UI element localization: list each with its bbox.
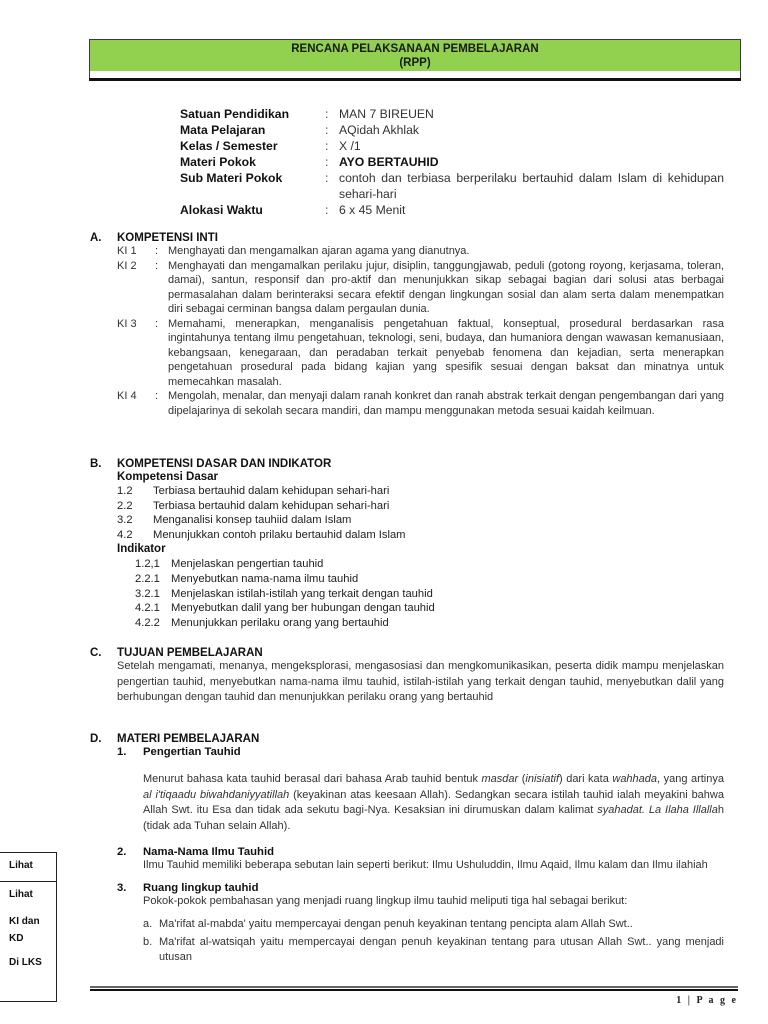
section-title: MATERI PEMBELAJARAN xyxy=(117,733,260,745)
indikator-number: 3.2.1 xyxy=(135,587,160,600)
colon: : xyxy=(155,259,159,272)
side-note-line: KI dan xyxy=(9,916,40,927)
ki-text: Memahami, menerapkan, menganalisis pengetahuan faktual, konseptual, prosedural berdasarkan rasa ingintahunya tentang ilmu pengetahuan, teknologi, seni, budaya, dan humaniora dengan wawasan kemanusiaan, kebangsaan, kenegaraan, dan peradaban terkait penyebab fenomena dan kejadian, serta menerapkan pengetahuan prosedural pada bidang kajian yang spesifik sesuai dengan baksat dan minatnya untuk memecahkan masalah. xyxy=(168,317,724,388)
kd-text: Terbiasa bertauhid dalam kehidupan sehari-hari xyxy=(153,485,390,497)
identity-value: AQidah Akhlak xyxy=(339,123,419,137)
section-kompetensi-dasar xyxy=(90,458,724,630)
identity-label: Alokasi Waktu xyxy=(180,203,263,217)
identity-row-alokasi xyxy=(180,202,724,218)
document-title: RENCANA PELAKSANAAN PEMBELAJARAN xyxy=(291,43,539,55)
title-box-band xyxy=(89,71,741,78)
identity-row-mapel xyxy=(180,122,724,138)
list-letter: b. xyxy=(143,936,153,948)
side-note-line: Lihat xyxy=(9,889,33,900)
indikator-number: 2.2.1 xyxy=(135,572,160,585)
ki-row xyxy=(117,244,724,259)
section-title: TUJUAN PEMBELAJARAN xyxy=(117,647,263,659)
identity-label: Materi Pokok xyxy=(180,155,256,169)
indikator-text: Menyebutkan dalil yang ber hubungan dengan tauhid xyxy=(171,602,435,615)
section-heading xyxy=(90,232,724,244)
kd-number: 2.2 xyxy=(117,499,133,512)
identity-label: Mata Pelajaran xyxy=(180,123,266,137)
ki-label: KI 1 xyxy=(117,245,137,257)
sub-title: Nama-Nama Ilmu Tauhid xyxy=(143,846,274,858)
ki-row xyxy=(117,259,724,317)
side-note-line: Di LKS xyxy=(9,957,42,968)
kd-number: 3.2 xyxy=(117,514,133,527)
identity-row-kelas xyxy=(180,138,724,154)
section-letter: A. xyxy=(90,232,102,244)
colon: : xyxy=(325,203,329,217)
identity-value: 6 x 45 Menit xyxy=(339,203,406,217)
materi-subheading-3 xyxy=(117,882,724,894)
colon: : xyxy=(325,107,329,121)
side-note-line: KD xyxy=(9,933,24,944)
section-letter: B. xyxy=(90,458,102,470)
indikator-row xyxy=(135,616,724,631)
kd-text: Menganalisi konsep tauhiid dalam Islam xyxy=(153,514,352,527)
sub-number: 3. xyxy=(117,881,127,894)
identity-label: Satuan Pendidikan xyxy=(180,107,290,121)
kd-number: 1.2 xyxy=(117,485,133,497)
colon: : xyxy=(325,155,329,169)
title-box-rule xyxy=(89,78,741,81)
kd-row xyxy=(117,528,724,543)
section-heading xyxy=(90,647,724,659)
list-text: Ma'rifat al-watsiqah yaitu mempercayai dengan penuh keyakinan tentang para utusan Allah Swt.. yang menjadi utusan xyxy=(159,936,724,963)
section-letter: D. xyxy=(90,733,102,745)
colon: : xyxy=(325,171,329,185)
indikator-subheading: Indikator xyxy=(117,543,166,556)
section-title: KOMPETENSI DASAR DAN INDIKATOR xyxy=(117,458,332,470)
indikator-number: 4.2.2 xyxy=(135,616,160,629)
section-tujuan xyxy=(90,647,724,706)
kd-text: Menunjukkan contoh prilaku bertauhid dalam Islam xyxy=(153,528,406,541)
ki-row xyxy=(117,317,724,390)
kd-subheading: Kompetensi Dasar xyxy=(117,471,218,483)
indikator-text: Menyebutkan nama-nama ilmu tauhid xyxy=(171,572,359,585)
footer-rule xyxy=(90,986,738,988)
side-note-header: Lihat xyxy=(0,853,56,882)
indikator-row xyxy=(135,601,724,616)
identity-value: contoh dan terbiasa berperilaku bertauhid dalam Islam di kehidupan sehari-hari xyxy=(339,171,724,201)
document-subtitle: (RPP) xyxy=(399,57,431,69)
nama-nama-paragraph: Ilmu Tauhid memiliki beberapa sebutan lain seperti berikut: Ilmu Ushuluddin, Ilmu Aqaid, Ilmu kalam dan Ilmu ilahiah xyxy=(143,859,708,871)
colon: : xyxy=(155,390,159,402)
kd-row xyxy=(117,513,724,528)
indikator-row xyxy=(135,557,724,572)
document-title-box xyxy=(89,39,741,72)
sub-title: Pengertian Tauhid xyxy=(143,746,241,758)
indikator-number: 1.2,1 xyxy=(135,558,160,571)
materi-subheading-2 xyxy=(117,846,724,858)
page-number: 1 | P a g e xyxy=(676,995,738,1006)
identity-label: Sub Materi Pokok xyxy=(180,171,283,185)
indikator-text: Menunjukkan perilaku orang yang bertauhid xyxy=(171,616,389,629)
section-materi xyxy=(90,733,724,965)
ki-label: KI 2 xyxy=(117,259,137,272)
ki-label: KI 3 xyxy=(117,317,137,330)
section-heading xyxy=(90,458,724,470)
identity-row-satuan xyxy=(180,106,724,122)
materi-subheading-1 xyxy=(117,746,724,758)
colon: : xyxy=(155,245,159,257)
colon: : xyxy=(155,317,159,330)
identity-value: MAN 7 BIREUEN xyxy=(339,107,434,121)
indikator-text: Menjelaskan istilah-istilah yang terkait dengan tauhid xyxy=(171,587,433,600)
identity-block xyxy=(180,106,724,218)
sub-title: Ruang lingkup tauhid xyxy=(143,881,259,894)
indikator-row xyxy=(135,572,724,587)
section-title: KOMPETENSI INTI xyxy=(117,232,218,244)
indikator-text: Menjelaskan pengertian tauhid xyxy=(171,558,324,571)
kd-number: 4.2 xyxy=(117,528,133,541)
identity-label: Kelas / Semester xyxy=(180,139,278,153)
ruang-lingkup-paragraph: Pokok-pokok pembahasan yang menjadi ruang lingkup ilmu tauhid meliputi tiga hal sebagai berikut: xyxy=(143,894,628,907)
list-text: Ma'rifat al-mabda' yaitu mempercayai dengan penuh keyakinan tentang pencipta alam Allah Swt.. xyxy=(159,918,633,930)
colon: : xyxy=(325,139,329,153)
ki-row xyxy=(117,389,724,418)
pengertian-paragraph: Menurut bahasa kata tauhid berasal dari bahasa Arab tauhid bentuk masdar (inisiatif) dari kata wahhada, yang artinya al i'tiqaadu biwahdaniyyatillah (keyakinan atas keesaan Allah). Sedangkan secara istilah tauhid ialah meyakini bahwa Allah Swt. itu Esa dan tidak ada sekutu bagi-Nya. Kesaksian ini dirumuskan dalam kalimat syahadat. La Ilaha Illallah (tidak ada Tuhan selain Allah). xyxy=(143,773,724,832)
kd-row xyxy=(117,499,724,514)
kd-text: Terbiasa bertauhid dalam kehidupan sehari-hari xyxy=(153,499,390,512)
list-item xyxy=(143,935,724,965)
kd-row xyxy=(117,484,724,499)
sub-number: 1. xyxy=(117,746,127,758)
ki-text: Mengolah, menalar, dan menyaji dalam ranah konkret dan ranah abstrak terkait dengan pengembangan dari yang dipelajarinya di sekolah secara mandiri, dan mampu menggunakan metoda sesuai kaidah keilmuan. xyxy=(168,390,724,417)
ki-label: KI 4 xyxy=(117,390,137,402)
footer-rule-thick xyxy=(90,989,738,991)
indikator-number: 4.2.1 xyxy=(135,602,160,615)
list-item xyxy=(143,917,724,932)
tujuan-paragraph: Setelah mengamati, menanya, mengeksplorasi, mengasosiasi dan mengkomunikasikan, peserta didik mampu menjelaskan pengertian tauhid, menyebutkan nama-nama ilmu tauhid, istilah-istilah yang terkait dengan tauhid, menyebutkan dalil yang berhubungan dengan tauhid dan menunjukkan perilaku orang yang bertauhid xyxy=(117,660,724,704)
identity-value: AYO BERTAUHID xyxy=(339,155,439,169)
sub-number: 2. xyxy=(117,846,127,858)
list-letter: a. xyxy=(143,918,153,930)
section-letter: C. xyxy=(90,647,102,659)
ki-text: Menghayati dan mengamalkan perilaku jujur, disiplin, tanggungjawab, peduli (gotong royong, kerjasama, toleran, damai), santun, responsif dan pro-aktif dan menunjukkan sikap sebagai bagian dari solusi atas berbagai permasalahan dalam berinteraksi secara efektif dengan lingkungan sosial dan alam serta dalam menempatkan diri sebagai cerminan bangsa dalam pergaulan dunia. xyxy=(168,259,724,315)
identity-row-materi xyxy=(180,154,724,170)
section-heading xyxy=(90,733,724,745)
identity-value: X /1 xyxy=(339,139,361,153)
identity-row-submateri xyxy=(180,170,724,202)
section-kompetensi-inti xyxy=(90,232,724,418)
side-note-box xyxy=(0,852,57,1002)
colon: : xyxy=(325,123,329,137)
ki-text: Menghayati dan mengamalkan ajaran agama yang dianutnya. xyxy=(168,245,470,257)
indikator-row xyxy=(135,587,724,602)
